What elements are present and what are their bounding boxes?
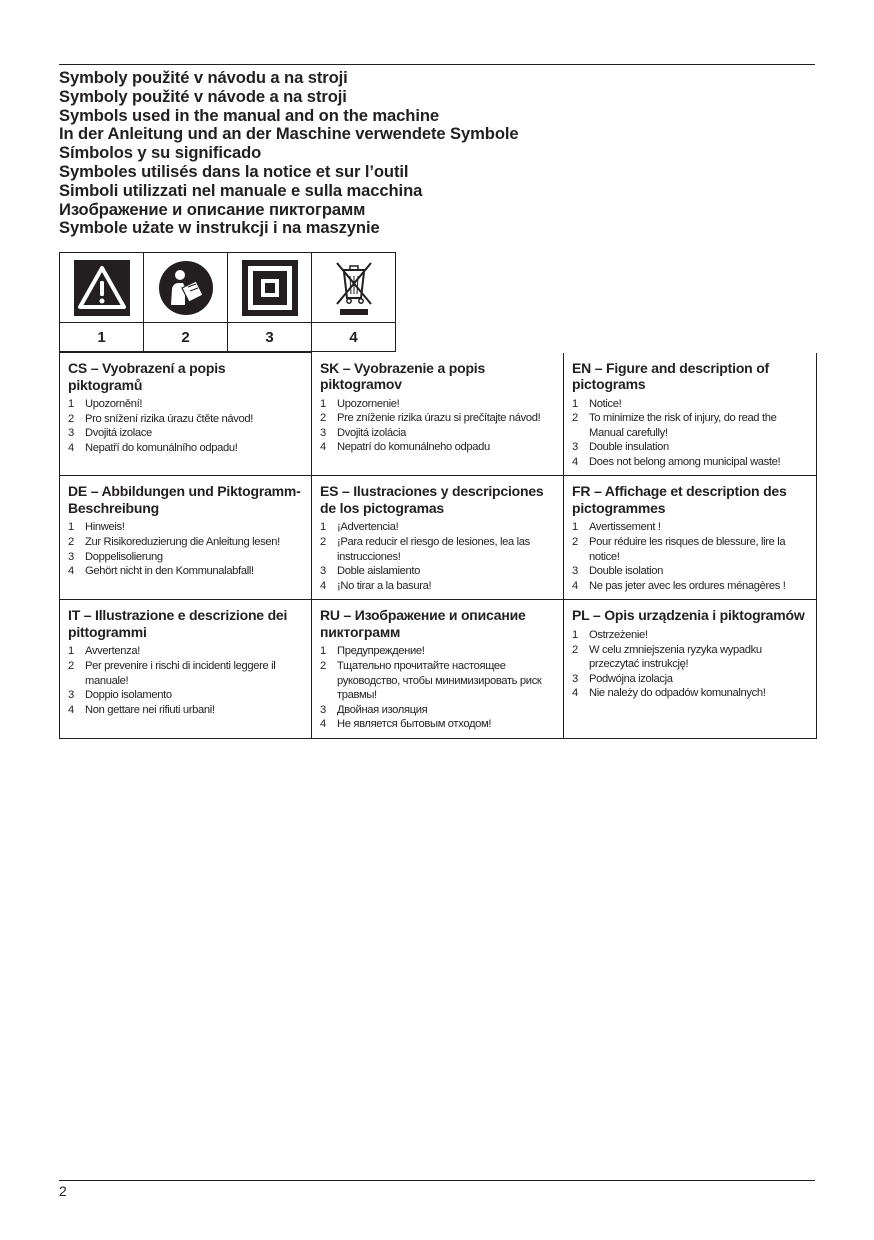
list-item: 2 Тщательно прочитайте настоящее руководство, чтобы минимизировать риск травмы! <box>320 660 542 702</box>
list-item: 2 Pro snížení rizika úrazu čtěte návod! <box>68 412 254 425</box>
list-item: 1 Upozornenie! <box>320 397 400 410</box>
list-item: 1 ¡Advertencia! <box>320 521 399 534</box>
symbol-cell-3 <box>228 253 312 351</box>
bottom-divider <box>59 1180 815 1181</box>
list-item: 3 Dvojitá izolace <box>68 427 152 440</box>
symbol-number-4: 4 <box>349 328 358 346</box>
symbol-cell-1 <box>60 253 144 351</box>
table-row <box>60 600 817 739</box>
headings-block <box>59 69 819 238</box>
lang-cell-es <box>312 476 564 600</box>
symbol-number-3: 3 <box>265 328 274 346</box>
heading-cs: Symboly použité v návodu a na stroji <box>59 68 348 87</box>
lang-title-es: ES – Ilustraciones y descripciones de los pictogramas <box>320 483 544 516</box>
lang-cell-sk <box>312 353 564 476</box>
list-item: 4 ¡No tirar a la basura! <box>320 579 432 592</box>
heading-de: In der Anleitung und an der Maschine verwendete Symbole <box>59 124 519 144</box>
lang-title-fr: FR – Affichage et description des pictogrammes <box>572 483 787 516</box>
heading-it: Simboli utilizzati nel manuale e sulla macchina <box>59 180 423 200</box>
lang-cell-cs <box>60 353 312 476</box>
list-item: 1 Upozornění! <box>68 398 143 410</box>
list-item: 3 Podwójna izolacja <box>572 672 673 685</box>
list-item: 3 Double isolation <box>572 565 664 578</box>
list-item: 1 Ostrzeżenie! <box>572 628 648 641</box>
crossed-bin-icon <box>332 258 376 318</box>
lang-cell-de <box>60 476 312 600</box>
list-item: 2 To minimize the risk of injury, do read the Manual carefully! <box>572 412 777 439</box>
lang-title-en: EN – Figure and description of pictograms <box>572 359 770 392</box>
heading-pl: Symbole użate w instrukcji i na maszynie <box>59 218 380 238</box>
list-item: 1 Avertissement ! <box>572 521 661 534</box>
list-item: 3 Doppio isolamento <box>68 689 172 702</box>
double-insulation-icon <box>242 260 298 316</box>
lang-title-ru: RU – Изображение и описание пиктограмм <box>320 607 526 640</box>
symbol-cell-2 <box>144 253 228 351</box>
symbol-number-1: 1 <box>97 328 106 346</box>
list-item: 4 Не является бытовым отходом! <box>320 718 492 731</box>
lang-cell-it <box>60 600 312 739</box>
page-number: 2 <box>59 1183 67 1199</box>
list-item: 1 Notice! <box>572 397 622 410</box>
table-row <box>60 353 817 476</box>
read-manual-icon <box>158 260 214 316</box>
list-item: 4 Gehört nicht in den Kommunalabfall! <box>68 565 254 578</box>
list-item: 3 Double insulation <box>572 441 669 454</box>
list-item: 1 Hinweis! <box>68 521 125 534</box>
heading-sk: Symboly použité v návode a na stroji <box>59 86 347 106</box>
top-divider <box>59 64 815 65</box>
list-item: 3 Doble aislamiento <box>320 565 420 578</box>
pictogram-description-table <box>59 352 817 739</box>
list-item: 3 Dvojitá izolácia <box>320 426 407 439</box>
lang-title-sk: SK – Vyobrazenie a popis piktogramov <box>320 359 486 392</box>
symbol-cell-4 <box>312 253 395 351</box>
list-item: 2 W celu zmniejszenia ryzyka wypadku przeczytać instrukcję! <box>572 643 762 671</box>
list-item: 3 Двойная изоляция <box>320 703 428 716</box>
list-item: 2 Per prevenire i rischi di incidenti leggere il manuale! <box>68 660 276 687</box>
warning-triangle-icon <box>74 260 130 316</box>
lang-title-cs: CS – Vyobrazení a popis piktogramů <box>68 360 226 393</box>
list-item: 3 Doppelisolierung <box>68 550 163 563</box>
list-item: 1 Avvertenza! <box>68 645 141 658</box>
heading-en: Symbols used in the manual and on the machine <box>59 105 439 125</box>
lang-title-it: IT – Illustrazione e descrizione dei pittogrammi <box>68 607 288 640</box>
heading-fr: Symboles utilisés dans la notice et sur l’outil <box>59 161 409 181</box>
list-item: 4 Nepatří do komunálního odpadu! <box>68 441 238 454</box>
list-item: 2 ¡Para reducir el riesgo de lesiones, lea las instrucciones! <box>320 536 530 563</box>
list-item: 1 Предупреждение! <box>320 645 425 658</box>
table-row <box>60 476 817 600</box>
list-item: 4 Nie należy do odpadów komunalnych! <box>572 687 766 700</box>
list-item: 4 Ne pas jeter avec les ordures ménagères ! <box>572 579 786 592</box>
lang-cell-fr <box>564 476 817 600</box>
symbol-table <box>59 252 396 352</box>
list-item: 4 Does not belong among municipal waste! <box>572 455 781 468</box>
lang-cell-pl <box>564 600 817 739</box>
list-item: 4 Non gettare nei rifiuti urbani! <box>68 703 215 716</box>
heading-es: Símbolos y su significado <box>59 143 262 163</box>
lang-title-pl: PL – Opis urządzenia i piktogramów <box>572 607 805 624</box>
heading-ru: Изображение и описание пиктограмм <box>59 199 366 219</box>
lang-cell-ru <box>312 600 564 739</box>
list-item: 4 Nepatrí do komunálneho odpadu <box>320 441 490 454</box>
list-item: 2 Zur Risikoreduzierung die Anleitung lesen! <box>68 536 280 549</box>
lang-cell-en <box>564 353 817 476</box>
list-item: 2 Pour réduire les risques de blessure, lire la notice! <box>572 536 786 563</box>
symbol-number-2: 2 <box>181 328 190 346</box>
list-item: 2 Pre zníženie rizika úrazu si prečítajte návod! <box>320 412 541 425</box>
lang-title-de: DE – Abbildungen und Piktogramm-Beschreibung <box>68 483 301 516</box>
